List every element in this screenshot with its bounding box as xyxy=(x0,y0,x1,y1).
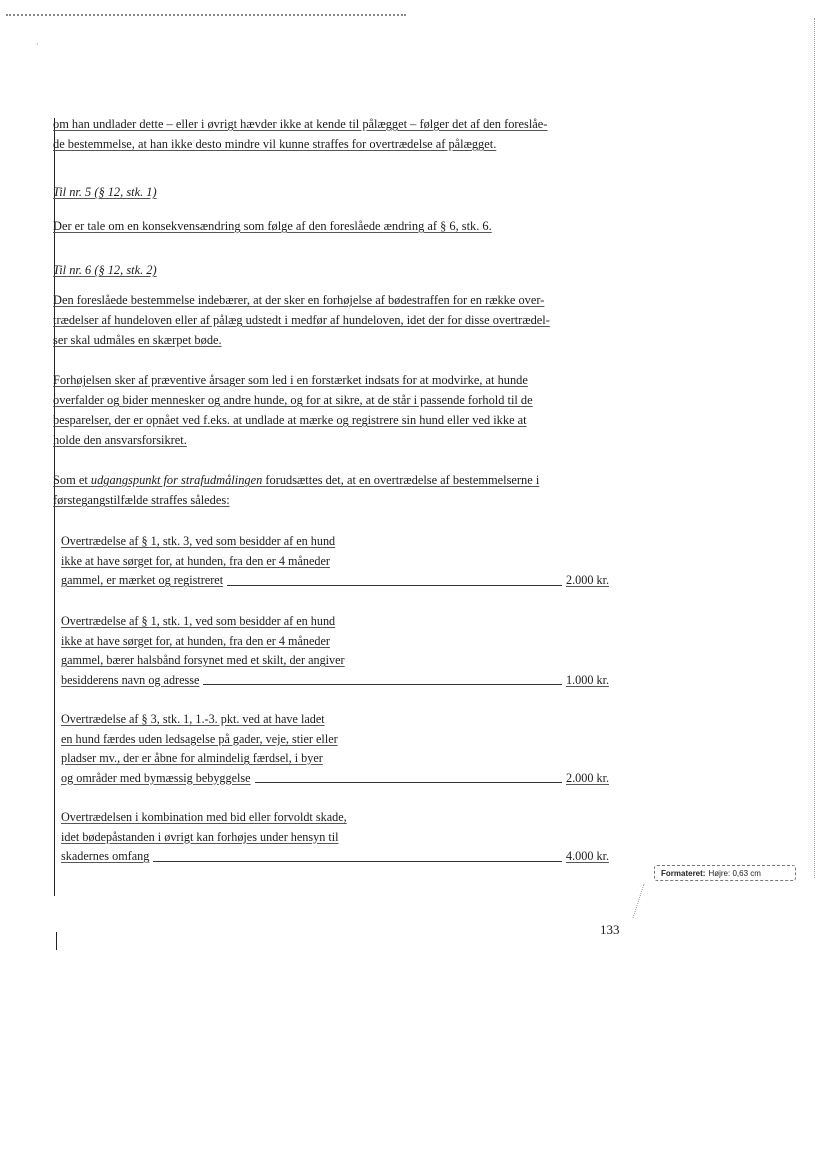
fine-line: Overtrædelse af § 3, stk. 1, 1.-3. pkt. ved at have ladet xyxy=(61,712,325,726)
section-heading-nr5: Til nr. 5 (§ 12, stk. 1) xyxy=(53,185,157,199)
comment-label: Formateret: xyxy=(661,869,706,878)
paragraph-nr5: Der er tale om en konsekvensændring som følge af den foreslåede ændring af § 6, stk. 6. xyxy=(53,219,492,233)
header-mark: · xyxy=(36,40,39,49)
fine-line: idet bødepåstanden i øvrigt kan forhøjes under hensyn til xyxy=(61,829,339,844)
fine-amount: 4.000 kr. xyxy=(566,849,609,863)
text-run: Som et xyxy=(53,473,91,487)
leader-line xyxy=(153,861,562,862)
markup-margin-line xyxy=(814,18,815,878)
fine-line: Overtrædelse af § 1, stk. 1, ved som besidder af en hund xyxy=(61,614,336,628)
page-number: 133 xyxy=(600,922,620,937)
fine-entry xyxy=(61,710,609,788)
paragraph-line xyxy=(53,470,539,490)
change-bar-lower xyxy=(56,932,57,950)
fine-line-text: skadernes omfang xyxy=(61,849,150,863)
text-run: forudsættes det, at en overtrædelse af bestemmelserne i xyxy=(262,473,540,487)
fine-line-text: besidderens navn og adresse xyxy=(61,672,200,687)
paragraph-line: Forhøjelsen sker af præventive årsager som led i en forstærket indsats for at modvirke, at hunde xyxy=(53,373,528,387)
fine-amount: 2.000 kr. xyxy=(566,573,609,587)
paragraph-line: holde den ansvarsforsikret. xyxy=(53,433,187,447)
comment-text: Højre: 0,63 cm xyxy=(708,869,761,878)
fine-last-line xyxy=(61,769,609,789)
paragraph-line: Den foreslåede bestemmelse indebærer, at der sker en forhøjelse af bødestraffen for en række over- xyxy=(53,293,545,307)
fine-entry xyxy=(61,808,609,867)
fine-line: ikke at have sørget for, at hunden, fra den er 4 måneder xyxy=(61,553,330,568)
paragraph-line: trædelser af hundeloven eller af pålæg udstedt i medfør af hundeloven, idet der for disse overtrædel- xyxy=(53,313,550,327)
paragraph-line: ser skal udmåles en skærpet bøde. xyxy=(53,333,222,347)
paragraph-rationale xyxy=(53,370,533,450)
comment-balloon[interactable] xyxy=(654,865,796,881)
paragraph-line: de bestemmelse, at han ikke desto mindre vil kunne straffes for overtrædelse af pålægget. xyxy=(53,137,497,151)
paragraph-starting-point xyxy=(53,470,539,510)
fine-amount: 2.000 kr. xyxy=(566,770,609,785)
paragraph-continuation xyxy=(53,114,547,154)
fine-line: ikke at have sørget for, at hunden, fra den er 4 måneder xyxy=(61,633,330,648)
fine-amount: 1.000 kr. xyxy=(566,672,609,687)
fine-last-line xyxy=(61,671,609,691)
fine-line: pladser mv., der er åbne for almindelig færdsel, i byer xyxy=(61,751,323,765)
section-heading-nr6: Til nr. 6 (§ 12, stk. 2) xyxy=(53,263,157,277)
leader-line xyxy=(203,684,562,685)
header-dotted-rule xyxy=(6,14,406,16)
fine-last-line xyxy=(61,571,609,591)
fine-line-text: og områder med bymæssig bebyggelse xyxy=(61,770,251,785)
leader-line xyxy=(227,585,562,586)
fine-entry xyxy=(61,612,609,690)
fine-line: en hund færdes uden ledsagelse på gader, veje, stier eller xyxy=(61,731,338,746)
leader-line xyxy=(255,782,562,783)
comment-connector-line xyxy=(632,884,658,918)
paragraph-line: om han undlader dette – eller i øvrigt hævder ikke at kende til pålægget – følger det af den foreslåe- xyxy=(53,117,548,131)
paragraph-line: overfalder og bider mennesker og andre hunde, og for at sikre, at de står i passende forhold til de xyxy=(53,393,533,407)
fine-last-line xyxy=(61,847,609,867)
fine-line: gammel, bærer halsbånd forsynet med et skilt, der angiver xyxy=(61,653,345,667)
fine-line: Overtrædelse af § 1, stk. 3, ved som besidder af en hund xyxy=(61,534,336,548)
paragraph-nr6-intro xyxy=(53,290,550,350)
fine-line: Overtrædelsen i kombination med bid eller forvoldt skade, xyxy=(61,810,347,824)
fine-entry xyxy=(61,532,609,591)
paragraph-line: besparelser, der er opnået ved f.eks. at undlade at mærke og registrere sin hund eller ved ikke at xyxy=(53,413,527,427)
paragraph-line: førstegangstilfælde straffes således: xyxy=(53,493,230,507)
fine-line-text: gammel, er mærket og registreret xyxy=(61,573,224,587)
emphasis-text: udgangspunkt for strafudmålingen xyxy=(90,473,263,487)
